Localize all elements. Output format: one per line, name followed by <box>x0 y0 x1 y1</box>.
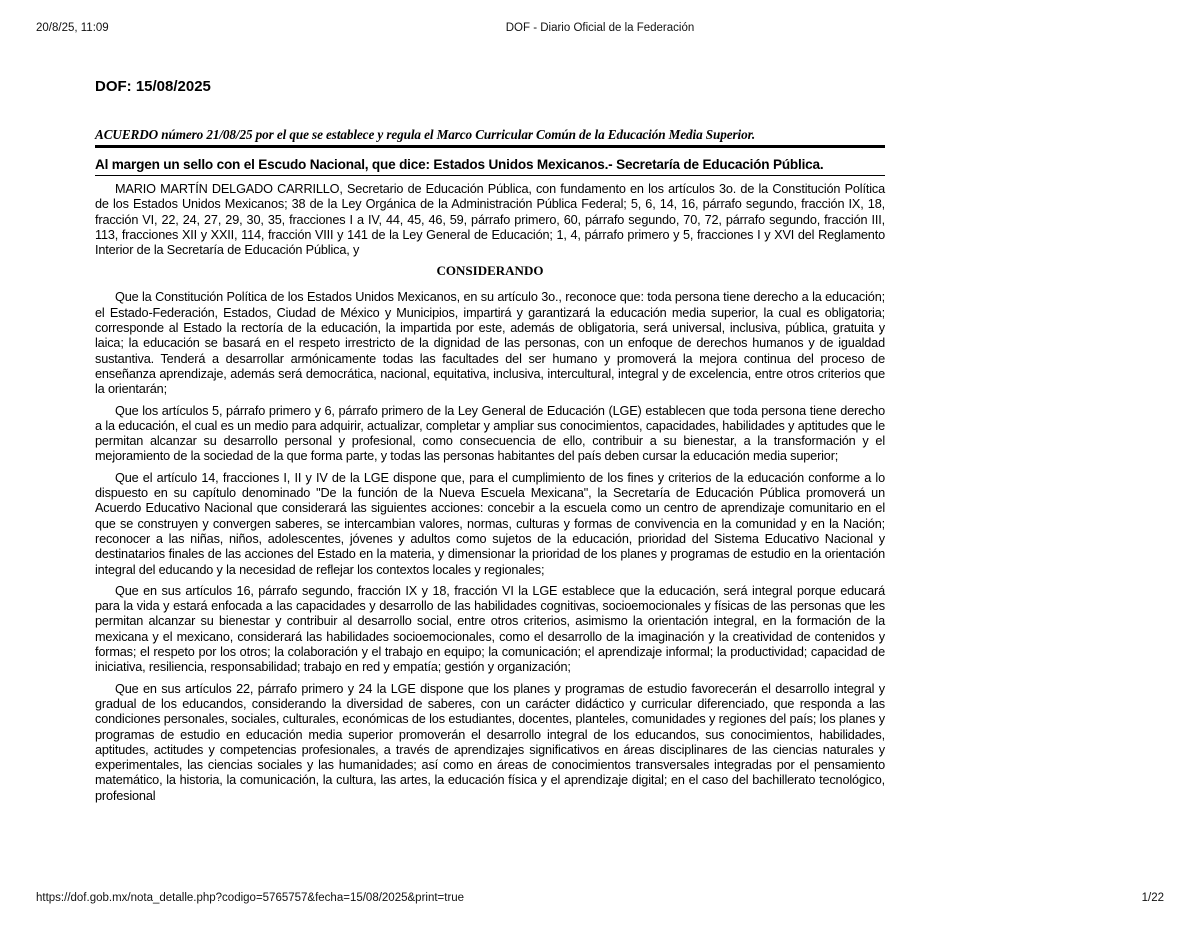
print-page-title: DOF - Diario Oficial de la Federación <box>505 22 695 34</box>
margin-note: Al margen un sello con el Escudo Nacional, que dice: Estados Unidos Mexicanos.- Secretaría de Educación Pública. <box>95 157 885 176</box>
print-header <box>36 22 1164 38</box>
considerando-paragraph: Que en sus artículos 22, párrafo primero y 24 la LGE dispone que los planes y programas de estudio favorecerán el desarrollo integral y gradual de los educandos, considerando la diversidad de saberes, con un carácter didáctico y curricular diferenciado, que responda a las condiciones personales, sociales, culturales, económicas de los estudiantes, docentes, planteles, comunidades y regiones del país; los planes y programas de estudio en educación media superior promoverán el desarrollo integral de los educandos, sus conocimientos, habilidades, aptitudes, actitudes y competencias profesionales, a través de aprendizajes significativos en áreas disciplinares de las ciencias naturales y experimentales, las ciencias sociales y las humanidades; así como en áreas de conocimientos transversales integradas por el pensamiento matemático, la historia, la comunicación, la cultura, las artes, la educación física y el aprendizaje digital; en el caso del bachillerato tecnológico, profesional <box>95 681 885 803</box>
page-number: 1/22 <box>1141 892 1164 904</box>
print-footer <box>36 892 1164 908</box>
considerando-paragraph: Que la Constitución Política de los Estados Unidos Mexicanos, en su artículo 3o., reconoce que: toda persona tiene derecho a la educación; el Estado-Federación, Estados, Ciudad de México y Municipios, impartirá y garantizará la educación media superior, la cual es obligatoria; corresponde al Estado la rectoría de la educación, la impartida por este, además de obligatoria, será universal, inclusiva, pública, gratuita y laica; la educación se basará en el respeto irrestricto de la dignidad de las personas, con un enfoque de derechos humanos y de igualdad sustantiva. Tenderá a desarrollar armónicamente todas las facultades del ser humano y promoverá la mejora continua del proceso de enseñanza aprendizaje, además será democrática, nacional, equitativa, inclusiva, intercultural, integral y de excelencia, entre otros criterios que la orientarán; <box>95 290 885 397</box>
print-url[interactable]: https://dof.gob.mx/nota_detalle.php?codigo=5765757&fecha=15/08/2025&print=true <box>36 892 465 904</box>
section-title: CONSIDERANDO <box>436 263 544 279</box>
decree-title: ACUERDO número 21/08/25 por el que se establece y regula el Marco Curricular Común de la Educación Media Superior. <box>95 127 885 148</box>
dof-date: DOF: 15/08/2025 <box>95 78 211 95</box>
considerando-paragraph: Que los artículos 5, párrafo primero y 6, párrafo primero de la Ley General de Educación (LGE) establecen que toda persona tiene derecho a la educación, el cual es un medio para adquirir, actualizar, completar y ampliar sus conocimientos, capacidades, habilidades y aptitudes que le permitan alcanzar su desarrollo personal y profesional, como consecuencia de ello, contribuir a su bienestar, a la transformación y el mejoramiento de la sociedad de la que forma parte, y todas las personas habitantes del país deben cursar la educación media superior; <box>95 403 885 464</box>
intro-paragraph: MARIO MARTÍN DELGADO CARRILLO, Secretario de Educación Pública, con fundamento en los artículos 3o. de la Constitución Política de los Estados Unidos Mexicanos; 38 de la Ley Orgánica de la Administración Pública Federal; 5, 6, 14, 16, párrafo segundo, fracción IX, 18, fracción VI, 22, 24, 27, 29, 30, 35, fracciones I a IV, 44, 45, 46, 59, párrafo primero, 60, párrafo segundo, 70, 72, párrafo segundo, fracción III, 113, fracciones XII y XXII, 114, fracción VIII y 141 de la Ley General de Educación; 1, 4, párrafo primero y 5, fracciones I y XVI del Reglamento Interior de la Secretaría de Educación Pública, y <box>95 182 885 258</box>
considerando-paragraph: Que en sus artículos 16, párrafo segundo, fracción IX y 18, fracción VI la LGE establece que la educación, será integral porque educará para la vida y estará enfocada a las capacidades y desarrollo de las habilidades cognitivas, socioemocionales y físicas de las personas que les permitan alcanzar su bienestar y contribuir al desarrollo social, entre otros criterios, asimismo la orientación integral, en la formación de la mexicana y el mexicano, considerará las habilidades socioemocionales, como el desarrollo de la imaginación y la creatividad de contenidos y formas; el respeto por los otros; la colaboración y el trabajo en equipo; la comunicación; el aprendizaje informal; la productividad; capacidad de iniciativa, resiliencia, responsabilidad; trabajo en red y empatía; gestión y organización; <box>95 583 885 675</box>
print-date: 20/8/25, 11:09 <box>36 22 109 34</box>
considerando-paragraph: Que el artículo 14, fracciones I, II y IV de la LGE dispone que, para el cumplimiento de los fines y criterios de la educación conforme a lo dispuesto en su capítulo denominado "De la función de la Nueva Escuela Mexicana", la Secretaría de Educación Pública promoverá un Acuerdo Educativo Nacional que considerará las siguientes acciones: concebir a la escuela como un centro de aprendizaje comunitario en el que se construyen y convergen saberes, se intercambian valores, normas, culturas y formas de convivencia en la comunidad y en la Nación; reconocer a las niñas, niños, adolescentes, jóvenes y adultos como sujetos de la educación, prioridad del Sistema Educativo Nacional y destinatarios finales de las acciones del Estado en la materia, y dimensionar la prioridad de los planes y programas de estudio en la orientación integral del educando y la necesidad de reflejar los contextos locales y regionales; <box>95 470 885 577</box>
document-body <box>95 78 885 804</box>
